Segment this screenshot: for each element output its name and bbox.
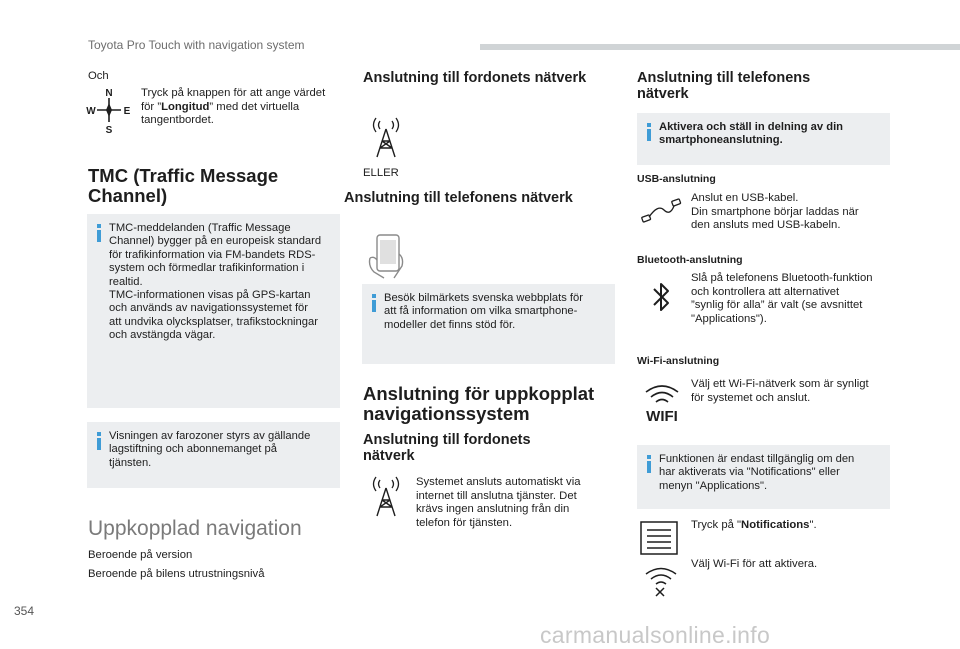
auto-connect-text bbox=[416, 476, 616, 530]
text-line: TMC-meddelanden (Traffic Message bbox=[109, 222, 291, 234]
list-menu-icon bbox=[640, 521, 678, 555]
vehicle-network-heading-2: Anslutning till fordonets nätverk bbox=[363, 432, 531, 464]
compass-icon bbox=[86, 86, 132, 134]
website-info-text bbox=[384, 292, 583, 332]
smartphone-hand-icon bbox=[364, 232, 410, 280]
text-line: Systemet ansluts automatiskt via bbox=[416, 476, 581, 488]
watermark: carmanualsonline.info bbox=[540, 622, 771, 648]
text-line: Slå på telefonens Bluetooth-funktion bbox=[691, 272, 873, 284]
info-icon bbox=[643, 455, 657, 473]
text-line: smartphoneanslutning. bbox=[659, 134, 783, 147]
text-line: och avstängda vägar. bbox=[109, 329, 216, 342]
wifi-logo-text: WIFI bbox=[646, 408, 678, 424]
text-line: menyn "Applications". bbox=[659, 479, 768, 492]
text-line: Din smartphone börjar laddas när bbox=[691, 205, 859, 218]
activate-info-box bbox=[637, 113, 890, 165]
text-line: telefon för tjänsten. bbox=[416, 516, 513, 529]
connected-systems-heading: Anslutning för uppkopplat navigationssystem bbox=[363, 383, 595, 424]
notif-info-box bbox=[637, 445, 890, 509]
bluetooth-icon bbox=[650, 280, 674, 314]
bluetooth-text bbox=[691, 272, 896, 326]
page-number: 354 bbox=[14, 604, 35, 618]
text-line: för trafikinformation via FM-bandets RDS- bbox=[109, 248, 316, 261]
text-line: tjänsten. bbox=[109, 456, 152, 469]
text-line: har aktiverats via "Notifications" eller bbox=[659, 466, 840, 479]
compass-south: S bbox=[105, 125, 113, 134]
text-line: "Applications"). bbox=[691, 312, 767, 325]
notif-press-text: Tryck på "Notifications". bbox=[691, 519, 817, 531]
notif-info-text bbox=[659, 453, 854, 493]
wifi-off-icon bbox=[642, 565, 680, 597]
text-line: TMC-informationen visas på GPS-kartan bbox=[109, 289, 311, 302]
text-line: Aktivera och ställ in delning av din bbox=[659, 121, 844, 133]
wifi-label: Wi-Fi-anslutning bbox=[637, 355, 720, 367]
text-line: krävs ingen anslutning från din bbox=[416, 503, 570, 515]
text-line: den ansluts med USB-kabeln. bbox=[691, 219, 841, 231]
usb-label: USB-anslutning bbox=[637, 173, 716, 185]
or-label: ELLER bbox=[363, 167, 399, 179]
connected-nav-heading: Uppkopplad navigation bbox=[88, 517, 302, 540]
usb-text bbox=[691, 192, 891, 233]
running-header: Toyota Pro Touch with navigation system bbox=[88, 38, 305, 52]
text-line: Visningen av farozoner styrs av gällande bbox=[109, 430, 311, 442]
text-line: att undvika olycksplatser, trafikstockningar bbox=[109, 315, 318, 328]
hazard-info-text bbox=[109, 430, 310, 470]
text-line: Välj ett Wi-Fi-nätverk som är synligt bbox=[691, 378, 869, 390]
header-bar bbox=[480, 44, 960, 50]
wifi-activate-text: Välj Wi-Fi för att aktivera. bbox=[691, 558, 818, 570]
vehicle-network-heading: Anslutning till fordonets nätverk bbox=[363, 70, 587, 86]
text-line: och kontrollera att alternativet bbox=[691, 285, 840, 298]
text-line: Besök bilmärkets svenska webbplats för bbox=[384, 292, 583, 304]
text-line: lagstiftning och abonnemanget på bbox=[109, 443, 277, 456]
usb-cable-icon bbox=[640, 196, 682, 228]
text-line: modeller det finns stöd för. bbox=[384, 318, 516, 331]
version-note: Beroende på version bbox=[88, 549, 193, 561]
och-label: Och bbox=[88, 70, 109, 82]
wifi-text bbox=[691, 378, 896, 405]
text-line: Anslut en USB-kabel. bbox=[691, 192, 799, 204]
tmc-info-text bbox=[109, 222, 321, 343]
phone-network-heading: Anslutning till telefonens nätverk bbox=[344, 190, 573, 206]
antenna-icon bbox=[369, 115, 403, 159]
text-line: och används av navigationssystemet för bbox=[109, 302, 308, 315]
text-line: internet till anslutna tjänster. Det bbox=[416, 489, 577, 502]
hazard-info-box bbox=[87, 422, 340, 488]
wifi-logo-icon bbox=[640, 380, 684, 424]
longitude-instruction: Tryck på knappen för att ange värdet för ”Longitud” med det virtuella tangentbordet. bbox=[141, 87, 326, 126]
compass-east: E bbox=[123, 106, 131, 117]
tmc-info-box bbox=[87, 214, 340, 408]
equipment-note: Beroende på bilens utrustningsnivå bbox=[88, 568, 265, 580]
website-info-box bbox=[362, 284, 615, 364]
info-icon bbox=[643, 123, 657, 141]
info-icon bbox=[93, 432, 107, 450]
text-line: att få information om vilka smartphone- bbox=[384, 305, 578, 318]
text-line: ”synlig för alla” är valt (se avsnittet bbox=[691, 299, 863, 311]
info-icon bbox=[93, 224, 107, 242]
text-line: realtid. bbox=[109, 275, 143, 288]
compass-west: W bbox=[86, 106, 96, 117]
text-line: system och förmedlar trafikinformation i bbox=[109, 262, 305, 275]
text-line: för systemet och anslut. bbox=[691, 391, 811, 404]
activate-info-text bbox=[659, 121, 843, 148]
info-icon bbox=[368, 294, 382, 312]
compass-north: N bbox=[105, 88, 113, 99]
phone-network-heading-col3: Anslutning till telefonens nätverk bbox=[637, 70, 811, 102]
antenna-icon bbox=[369, 474, 403, 518]
bluetooth-label: Bluetooth-anslutning bbox=[637, 254, 743, 266]
tmc-heading: TMC (Traffic Message Channel) bbox=[88, 165, 279, 206]
text-line: Funktionen är endast tillgänglig om den bbox=[659, 453, 855, 465]
text-line: Channel) bygger på en europeisk standard bbox=[109, 235, 322, 248]
